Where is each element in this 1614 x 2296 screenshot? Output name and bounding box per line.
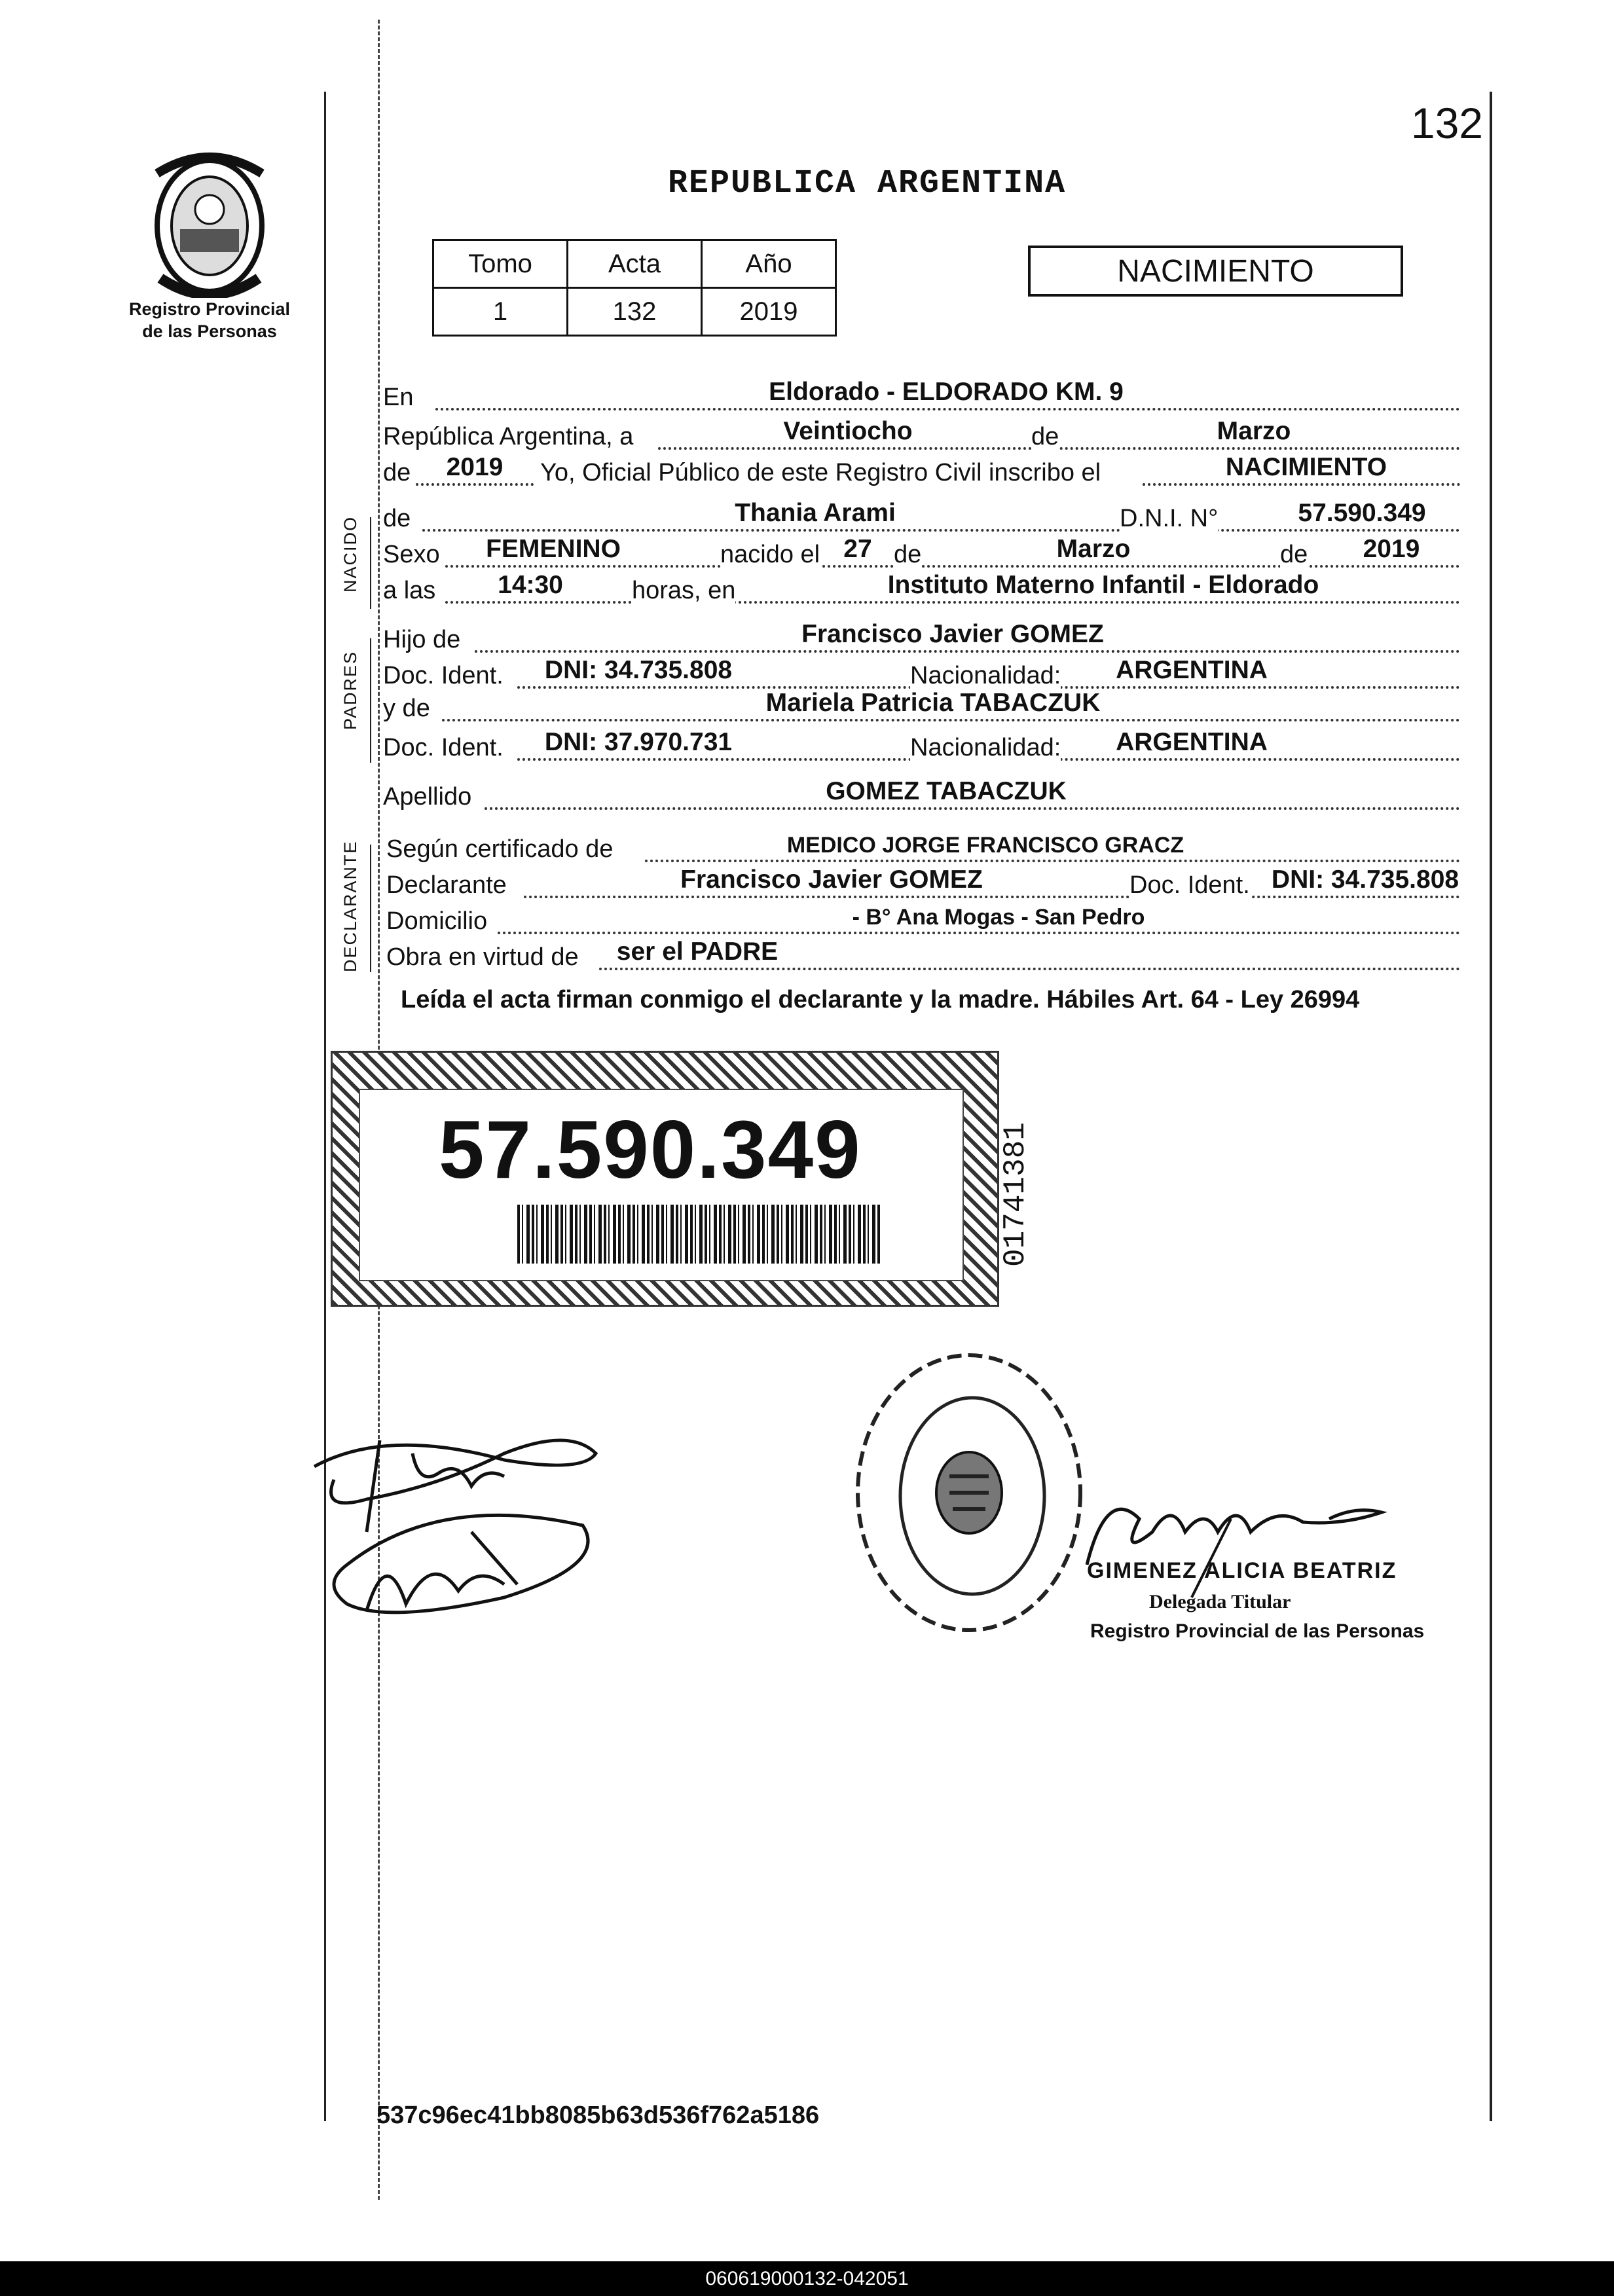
page-number: 132 [1410, 99, 1483, 147]
signature-declarante-icon [308, 1414, 622, 1630]
barcode-icon [517, 1205, 881, 1264]
registry-header-tomo: Tomo [433, 240, 568, 288]
label-de2: de [383, 459, 411, 486]
right-margin-rule [1490, 92, 1492, 2121]
row-yde [383, 687, 1460, 727]
section-padres: PADRES [340, 650, 360, 730]
value-nac1: ARGENTINA [1116, 656, 1268, 684]
section-divider-declarante [370, 845, 371, 972]
row-anio [383, 452, 1460, 491]
row-hora [383, 570, 1460, 609]
value-nac2: ARGENTINA [1116, 728, 1268, 756]
value-nombre: Thania Arami [735, 499, 896, 527]
label-de: de [1031, 423, 1059, 450]
value-dni: 57.590.349 [1298, 499, 1426, 527]
row-certificado [383, 828, 1460, 867]
label-doc3: Doc. Ident. [1129, 871, 1250, 899]
value-hora: 14:30 [498, 571, 563, 599]
closing-text: Leída el acta firman conmigo el declarante y la madre. Hábiles Art. 64 - Ley 26994 [401, 986, 1360, 1013]
label-domicilio: Domicilio [386, 907, 488, 935]
registry-acta: 132 [568, 288, 702, 336]
row-apellido [383, 776, 1460, 815]
value-certificado: MEDICO JORGE FRANCISCO GRACZ [786, 833, 1184, 858]
registry-tomo: 1 [433, 288, 568, 336]
value-dia: Veintiocho [783, 417, 913, 445]
registry-header-anio: Año [702, 240, 836, 288]
province-seal-icon [144, 147, 275, 298]
value-doc3: DNI: 34.735.808 [1271, 866, 1459, 894]
dotted-line [442, 719, 1460, 721]
value-anio: 2019 [446, 453, 504, 481]
dni-label-number: 57.590.349 [439, 1104, 862, 1195]
label-de3: de [383, 505, 411, 532]
document-title: REPUBLICA ARGENTINA [668, 165, 1067, 202]
value-apellido: GOMEZ TABACZUK [826, 777, 1067, 805]
registry-header-row [433, 240, 836, 288]
official-name: GIMENEZ ALICIA BEATRIZ [1087, 1558, 1397, 1583]
registry-value-row [433, 288, 836, 336]
dotted-line [435, 408, 1460, 410]
label-doc2: Doc. Ident. [383, 734, 504, 761]
dotted-line [498, 932, 1460, 934]
label-nac1: Nacionalidad: [910, 662, 1061, 689]
label-alas: a las [383, 577, 436, 604]
dni-label-inner [359, 1089, 964, 1281]
section-nacido: NACIDO [340, 515, 360, 592]
row-en [383, 376, 1460, 416]
value-en: Eldorado - ELDORADO KM. 9 [769, 378, 1124, 406]
label-dni: D.N.I. N° [1120, 505, 1219, 532]
act-type-box: NACIMIENTO [1028, 246, 1403, 297]
value-padre: Francisco Javier GOMEZ [801, 620, 1104, 648]
label-de5: de [1280, 541, 1308, 568]
value-sexo: FEMENINO [486, 535, 621, 563]
label-nac2: Nacionalidad: [910, 734, 1061, 761]
label-doc1: Doc. Ident. [383, 662, 504, 689]
label-en: En [383, 384, 414, 411]
row-obra [383, 936, 1460, 975]
label-hijo: Hijo de [383, 626, 461, 653]
value-obra: ser el PADRE [616, 938, 779, 966]
value-mes: Marzo [1217, 417, 1291, 445]
value-doc1: DNI: 34.735.808 [544, 656, 733, 684]
institution-caption: Registro Provincial de las Personas [128, 299, 291, 341]
left-margin-rule [324, 92, 326, 2121]
footer-barcode-text: 060619000132-042051 [0, 2261, 1614, 2296]
value-lugar: Instituto Materno Infantil - Eldorado [887, 571, 1319, 599]
label-republica: República Argentina, a [383, 423, 634, 450]
row-sexo [383, 534, 1460, 573]
label-sexo: Sexo [383, 541, 440, 568]
label-nacido: nacido el [720, 541, 820, 568]
dotted-line [475, 650, 1460, 653]
dotted-line [524, 896, 1460, 898]
row-nombre [383, 498, 1460, 537]
official-organization: Registro Provincial de las Personas [1090, 1620, 1425, 1642]
section-divider-nacido [370, 517, 371, 609]
row-domicilio [383, 900, 1460, 939]
row-doc2 [383, 727, 1460, 766]
registry-header-acta: Acta [568, 240, 702, 288]
value-declarante: Francisco Javier GOMEZ [680, 866, 983, 894]
value-doc2: DNI: 37.970.731 [544, 728, 733, 756]
official-role: Delegada Titular [1149, 1591, 1291, 1613]
dotted-line [599, 968, 1460, 970]
row-declarante [383, 864, 1460, 903]
label-apellido: Apellido [383, 783, 472, 811]
label-horas: horas, en [632, 577, 736, 604]
label-certificado: Según certificado de [386, 835, 614, 863]
dotted-line [658, 447, 1460, 450]
row-republica [383, 416, 1460, 455]
dni-label-serial: 01741381 [999, 1122, 1033, 1267]
registry-anio: 2019 [702, 288, 836, 336]
row-hijo [383, 619, 1460, 658]
dotted-line [485, 807, 1460, 810]
value-nac-dia: 27 [843, 535, 872, 563]
value-nac-mes: Marzo [1056, 535, 1131, 563]
label-de4: de [894, 541, 922, 568]
dotted-line [445, 601, 1460, 604]
label-declarante: Declarante [386, 871, 507, 899]
label-obra: Obra en virtud de [386, 943, 579, 971]
value-inscribo: NACIMIENTO [1225, 453, 1387, 481]
label-yo: Yo, Oficial Público de este Registro Civil inscribo el [540, 459, 1101, 486]
official-stamp-icon [838, 1336, 1093, 1643]
dotted-line [645, 860, 1460, 862]
value-madre: Mariela Patricia TABACZUK [765, 689, 1101, 717]
label-yde: y de [383, 695, 430, 722]
dotted-line [445, 565, 1460, 568]
section-declarante: DECLARANTE [340, 840, 360, 972]
dotted-line [1143, 483, 1460, 486]
dotted-line [422, 529, 1460, 532]
dotted-line [416, 483, 534, 486]
value-nac-anio: 2019 [1363, 535, 1420, 563]
section-divider-padres [370, 638, 371, 763]
value-domicilio: - B° Ana Mogas - San Pedro [852, 905, 1145, 930]
registry-table [432, 239, 837, 337]
document-hash: 537c96ec41bb8085b63d536f762a5186 [376, 2102, 820, 2129]
dni-label-sticker [331, 1051, 999, 1307]
